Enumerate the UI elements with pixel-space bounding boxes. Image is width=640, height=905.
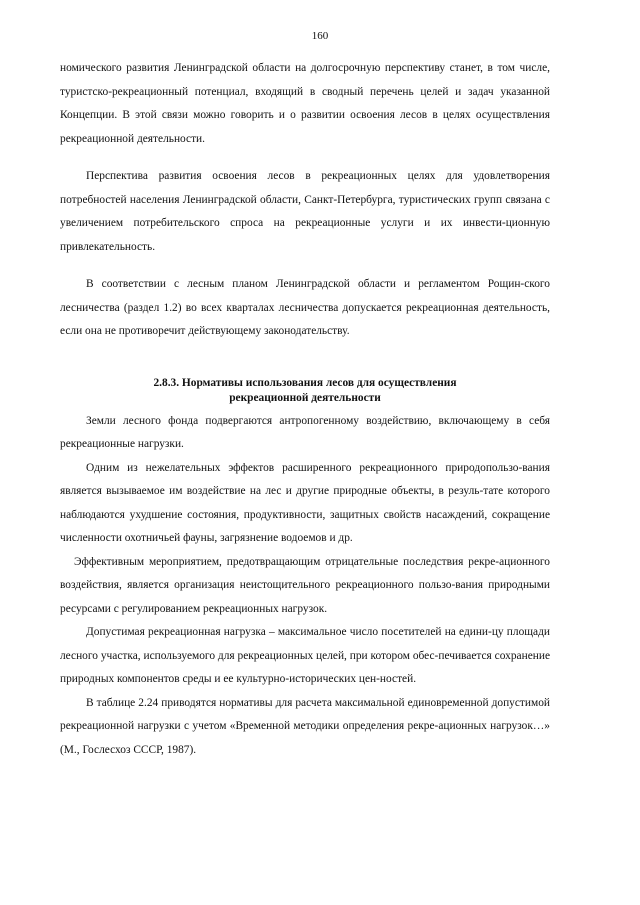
section-heading-line2: рекреационной деятельности (229, 391, 381, 404)
paragraph-effective-measure: Эффективным мероприятием, предотвращающим отрицательные последствия рекре-ационного воздействия, является организация неистощительного рекреационного пользо-вания природными ресурсами с регулированием рекреационных нагрузок. (60, 555, 550, 615)
page-body (60, 57, 550, 762)
page-number: 160 (311, 30, 329, 42)
paragraph-continuation: номического развития Ленинградской области на долгосрочную перспективу станет, в том числе, туристско-рекреационный потенциал, входящий в сводный перечень целей и задач указанной Концепции. В этой связи можно говорить и о развитии освоения лесов в целях осуществления рекреационной деятельности. (60, 62, 550, 145)
paragraph-forest-lands: Земли лесного фонда подвергаются антропогенному воздействию, включающему в себя рекреационные нагрузки. (60, 414, 550, 450)
paragraph-undesirable-effects: Одним из нежелательных эффектов расширенного рекреационного природопользо-вания является вызываемое им воздействие на лес и другие природные объекты, в резуль-тате которого наблюдаются ухудшение состояния, продуктивности, защитных свойств насаждений, сокращение численности охотничьей фауны, загрязнение водоемов и др. (60, 461, 550, 544)
paragraph-table-reference: В таблице 2.24 приводятся нормативы для расчета максимальной единовременной допустимой рекреационной нагрузки с учетом «Временной методики определения рекре-ационных нагрузок…» (М., Гослесхоз СССР, 1987). (60, 696, 550, 756)
section-heading-line1: 2.8.3. Нормативы использования лесов для осуществления (153, 376, 457, 389)
paragraph-perspective: Перспектива развития освоения лесов в рекреационных целях для удовлетворения потребностей населения Ленинградской области, Санкт-Петербурга, туристических групп связана с увеличением потребительского спроса на рекреационные услуги и их инвести-ционную привлекательность. (60, 170, 550, 253)
paragraph-forest-plan: В соответствии с лесным планом Ленинградской области и регламентом Рощин-ского лесничества (раздел 1.2) во всех кварталах лесничества допускается рекреационная деятельность, если она не противоречит действующему законодательству. (60, 278, 550, 337)
paragraph-permissible-load: Допустимая рекреационная нагрузка – максимальное число посетителей на едини-цу площади лесного участка, используемого для рекреационных целей, при котором обес-печивается сохранение природных компонентов среды и ее культурно-исторических цен-ностей. (60, 626, 550, 685)
section-heading (60, 376, 550, 406)
